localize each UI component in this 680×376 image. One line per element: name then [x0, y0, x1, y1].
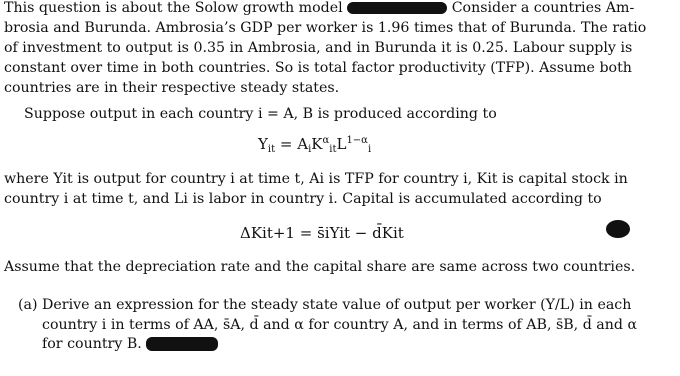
where-line-1: where Yit is output for country i at time t, Ai is TFP for country i, Kit is capital stock in [4, 171, 628, 187]
redaction-mark [347, 2, 447, 14]
intro-line-2: brosia and Burunda. Ambrosia’s GDP per worker is 1.96 times that of Burunda. The ratio [4, 20, 647, 36]
intro-line-3: of investment to output is 0.35 in Ambrosia, and in Burunda it is 0.25. Labour supply is [4, 40, 633, 56]
redaction-blot [606, 220, 630, 238]
where-line-2: country i at time t, and Li is labor in country i. Capital is accumulated according to [4, 191, 602, 207]
intro-text-end: Consider a countries Am- [451, 0, 635, 16]
redaction-mark-2 [146, 337, 218, 351]
production-equation: $Y_{it} = A_iK^\alpha_{it}L^{1-\alpha}_i$ [258, 135, 372, 155]
part-a-line-3-text: for country B. [42, 336, 142, 352]
assumption-text: Assume that the depreciation rate and the capital share are same across two countries. [4, 259, 636, 275]
part-a-line-2: country i in terms of AA, s̄A, d̄ and α for country A, and in terms of AB, s̄B, d̄ and α [42, 317, 638, 333]
intro-line-4: constant over time in both countries. So is total factor productivity (TFP). Assume both [4, 60, 632, 76]
accumulation-equation: ΔKit+1 = s̄iYit − d̄Kit [240, 224, 404, 242]
intro-text-start: This question is about the Solow growth model [4, 0, 343, 16]
intro-line-5: countries are in their respective steady states. [4, 80, 340, 96]
part-a-line-1: (a) Derive an expression for the steady state value of output per worker (Y/L) in each [18, 297, 632, 313]
production-lead: Suppose output in each country i = A, B is produced according to [24, 106, 497, 122]
part-a-line-3 [42, 336, 218, 352]
intro-line-1 [4, 0, 634, 16]
